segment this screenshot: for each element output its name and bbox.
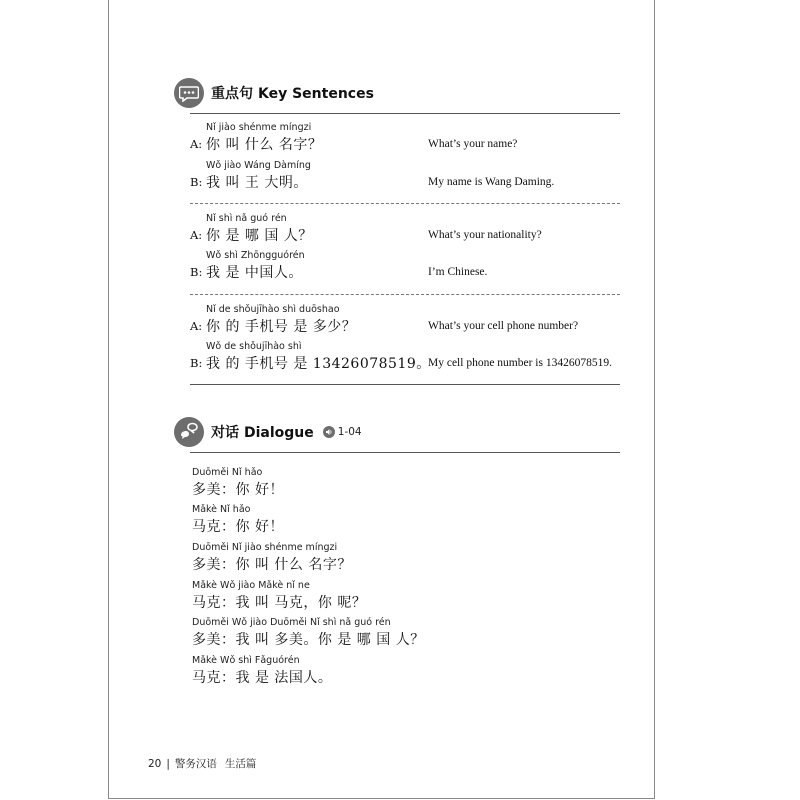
speaker-label: A:	[190, 228, 203, 242]
english-translation: I’m Chinese.	[428, 266, 488, 278]
english-translation: My cell phone number is 13426078519.	[428, 357, 612, 369]
key-sentences-header	[174, 78, 374, 108]
audio-track-number: 1-04	[337, 426, 362, 438]
chinese-text: 多美：我 叫 多美。你 是 哪 国 人？	[192, 632, 425, 648]
chinese-text: 马克：我 是 法国人。	[192, 670, 333, 686]
chinese-text: 你 的 手机号 是 多少？	[206, 319, 357, 335]
english-translation: My name is Wang Daming.	[428, 176, 555, 188]
footer-separator: |	[166, 758, 170, 770]
audio-track[interactable]	[323, 426, 362, 438]
pinyin-text: Duōměi Nǐ hǎo	[192, 467, 263, 478]
pinyin-text: Mǎkè Wǒ shì Fǎguórén	[192, 655, 300, 666]
speaker-label: B:	[190, 175, 203, 189]
group-divider	[190, 203, 620, 204]
speaker-label: B:	[190, 265, 203, 279]
section-rule	[190, 113, 620, 114]
pinyin-text: Mǎkè Nǐ hǎo	[192, 504, 251, 515]
pinyin-text: Duōměi Wǒ jiào Duōměi Nǐ shì nǎ guó rén	[192, 617, 391, 628]
group-divider	[190, 294, 620, 295]
page-number: 20	[148, 758, 162, 770]
section-rule	[190, 384, 620, 385]
key-sentences-title-zh: 重点句	[211, 86, 253, 102]
page-footer	[148, 756, 256, 771]
dialogue-icon	[174, 417, 204, 447]
page-frame	[108, 0, 655, 799]
english-translation: What’s your name?	[428, 138, 518, 150]
dialogue-title-en: Dialogue	[244, 425, 314, 441]
key-sentences-title	[211, 83, 374, 103]
dialogue-title	[211, 422, 314, 442]
chinese-text: 多美：你 好！	[192, 482, 284, 498]
key-sentences-title-en: Key Sentences	[258, 86, 374, 102]
english-translation: What’s your cell phone number?	[428, 320, 579, 332]
pinyin-text: Nǐ de shǒujīhào shì duōshao	[206, 304, 340, 315]
pinyin-text: Nǐ shì nǎ guó rén	[206, 213, 287, 224]
pinyin-text: Duōměi Nǐ jiào shénme míngzi	[192, 542, 338, 553]
speaker-label: A:	[190, 137, 203, 151]
chinese-text: 你 是 哪 国 人？	[206, 228, 313, 244]
chinese-text: 你 叫 什么 名字？	[206, 137, 323, 153]
chinese-text: 马克：我 叫 马克，你 呢？	[192, 595, 367, 611]
chinese-text: 马克：你 好！	[192, 519, 284, 535]
pinyin-text: Wǒ de shǒujīhào shì	[206, 341, 302, 352]
chinese-text: 我 是 中国人。	[206, 265, 303, 281]
book-section: 生活篇	[224, 758, 257, 770]
english-translation: What’s your nationality?	[428, 229, 542, 241]
speaker-label: A:	[190, 319, 203, 333]
pinyin-text: Nǐ jiào shénme míngzi	[206, 122, 312, 133]
pinyin-text: Wǒ jiào Wáng Dàmíng	[206, 160, 311, 171]
pinyin-text: Wǒ shì Zhōngguórén	[206, 250, 305, 261]
chinese-text: 我 叫 王 大明。	[206, 175, 308, 191]
dialogue-title-zh: 对话	[211, 425, 239, 441]
chinese-text: 多美：你 叫 什么 名字？	[192, 557, 352, 573]
dialogue-header	[174, 417, 362, 447]
book-title: 警务汉语	[174, 758, 217, 770]
speech-bubble-icon	[174, 78, 204, 108]
pinyin-text: Mǎkè Wǒ jiào Mǎkè nǐ ne	[192, 580, 310, 591]
speaker-icon[interactable]	[323, 426, 335, 438]
chinese-text: 我 的 手机号 是 13426078519。	[206, 356, 431, 372]
section-rule	[190, 452, 620, 453]
speaker-label: B:	[190, 356, 203, 370]
